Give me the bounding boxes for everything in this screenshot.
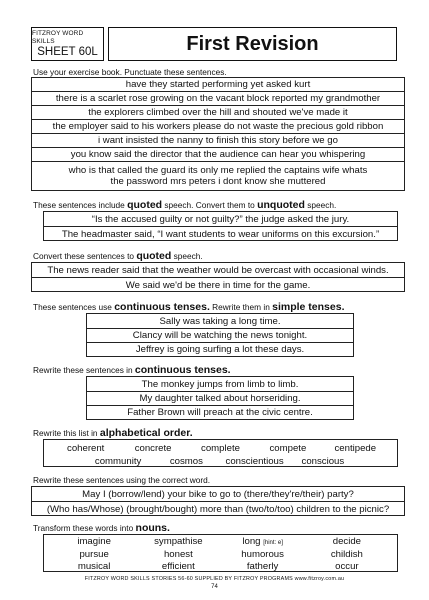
sentence-row: there is a scarlet rose growing on the vacant block reported my grandmother [32, 92, 404, 106]
sentence-row: the explorers climbed over the hill and shouted we've made it [32, 106, 404, 120]
word-item: musical [77, 560, 111, 572]
word-item: coherent [67, 443, 105, 454]
section4-box [86, 313, 354, 357]
instruction-bold: quoted [136, 250, 172, 262]
series-name: FITZROY WORD SKILLS [32, 29, 84, 45]
section5-instruction [33, 365, 231, 375]
instruction-text: Convert these sentences to [33, 251, 137, 261]
sentence-row: (Who has/Whose) (brought/bought) more than (two/to/too) children to the picnic? [46, 503, 390, 515]
sentence-row: May I (borrow/lend) your bike to go to (there/they're/their) party? [32, 487, 404, 502]
sentence-row: The headmaster said, “I want students to wear uniforms on this excursion.” [61, 228, 380, 240]
instruction-text: Transform these words into [33, 523, 136, 533]
sentence-row: have they started performing yet asked kurt [32, 78, 404, 92]
instruction-bold: alphabetical order. [99, 427, 193, 439]
sentence-row: the employer said to his workers please do not waste the precious gold ribbon [32, 120, 404, 134]
word-item: concrete [134, 443, 172, 454]
section3-box [31, 262, 405, 292]
word-item: compete [269, 443, 307, 454]
word-item: occur [335, 560, 359, 572]
section4-instruction [33, 302, 345, 312]
sentence-row: Father Brown will preach at the civic centre. [127, 407, 313, 418]
word-item [221, 536, 305, 549]
sentence-row: i want insisted the nanny to finish this story before we go [32, 134, 404, 148]
instruction-bold: continuous tenses. [114, 301, 210, 313]
word-item: imagine [77, 535, 111, 547]
instruction-text: Rewrite this list in [33, 428, 100, 438]
section5-box [86, 376, 354, 420]
word-item: complete [201, 443, 240, 454]
instruction-text: speech. [304, 200, 337, 210]
instruction-bold: simple tenses. [272, 301, 345, 313]
page-footer: FITZROY WORD SKILLS STORIES 56-60 SUPPLIED BY FITZROY PROGRAMS www.fitzroy.com.au [84, 576, 345, 582]
instruction-text: speech. Convert them to [162, 200, 258, 210]
sheet-number: SHEET 60L [37, 45, 98, 58]
instruction-bold: unquoted [257, 199, 305, 211]
word-item: community [94, 455, 142, 467]
sentence-row: The news reader said that the weather would be overcast with occasional winds. [32, 263, 404, 278]
word-item: cosmos [169, 455, 203, 467]
instruction-bold: quoted [127, 199, 163, 211]
instruction-text: These sentences include [33, 200, 128, 210]
section3-instruction [33, 251, 203, 261]
word-item: conscientious [225, 455, 284, 467]
instruction-text: Rewrite these sentences in [33, 365, 135, 375]
word-list-row [44, 548, 397, 560]
section8-box [43, 534, 398, 572]
sentence-row: My daughter talked about horseriding. [87, 392, 353, 406]
word-item: centipede [334, 443, 377, 454]
section1-instruction: Use your exercise book. Punctuate these sentences. [33, 67, 227, 77]
word-list-row [44, 535, 397, 548]
word-item: sympathise [154, 535, 203, 547]
page-title: First Revision [108, 27, 397, 61]
instruction-text: Rewrite them in [209, 302, 273, 312]
section6-instruction [33, 428, 193, 438]
sheet-label-box [31, 27, 104, 61]
sentence-row: Clancy will be watching the news tonight. [87, 329, 353, 343]
sentence-row: The monkey jumps from limb to limb. [87, 377, 353, 392]
hint-text: [hint: e] [263, 539, 283, 546]
instruction-text: These sentences use [33, 302, 115, 312]
sentence-row: Sally was taking a long time. [87, 314, 353, 329]
section1-box [31, 77, 405, 191]
word-item: humorous [241, 548, 284, 560]
section2-instruction [33, 200, 336, 210]
section7-box [31, 486, 405, 516]
word-item: pursue [79, 548, 109, 560]
word-item: honest [163, 548, 193, 560]
word-list-row [44, 440, 397, 455]
sentence-row: who is that called the guard its only me replied the captains wife whats the password mrs peters i dont know she muttered [68, 165, 368, 187]
word-item: childish [330, 548, 363, 560]
instruction-text: speech. [171, 251, 203, 261]
word-text: long [242, 535, 261, 547]
word-item: decide [332, 535, 362, 547]
word-list-row [44, 560, 397, 572]
word-item: efficient [161, 560, 195, 572]
instruction-bold: nouns. [135, 522, 170, 534]
word-item: fatherly [246, 560, 279, 572]
sentence-row: “Is the accused guilty or not guilty?” the judge asked the jury. [44, 212, 397, 227]
section7-instruction: Rewrite these sentences using the correct word. [33, 475, 211, 485]
section8-instruction [33, 523, 170, 533]
section2-box [43, 211, 398, 241]
sentence-row: Jeffrey is going surfing a lot these days. [135, 344, 305, 355]
word-list-row [44, 455, 397, 467]
word-item: conscious [301, 455, 345, 467]
instruction-bold: continuous tenses. [134, 364, 231, 376]
sentence-row: you know said the director that the audience can hear you whispering [32, 148, 404, 162]
section6-box [43, 439, 398, 467]
sentence-row: We said we'd be there in time for the game. [125, 279, 311, 291]
page-number: 74 [211, 584, 218, 590]
